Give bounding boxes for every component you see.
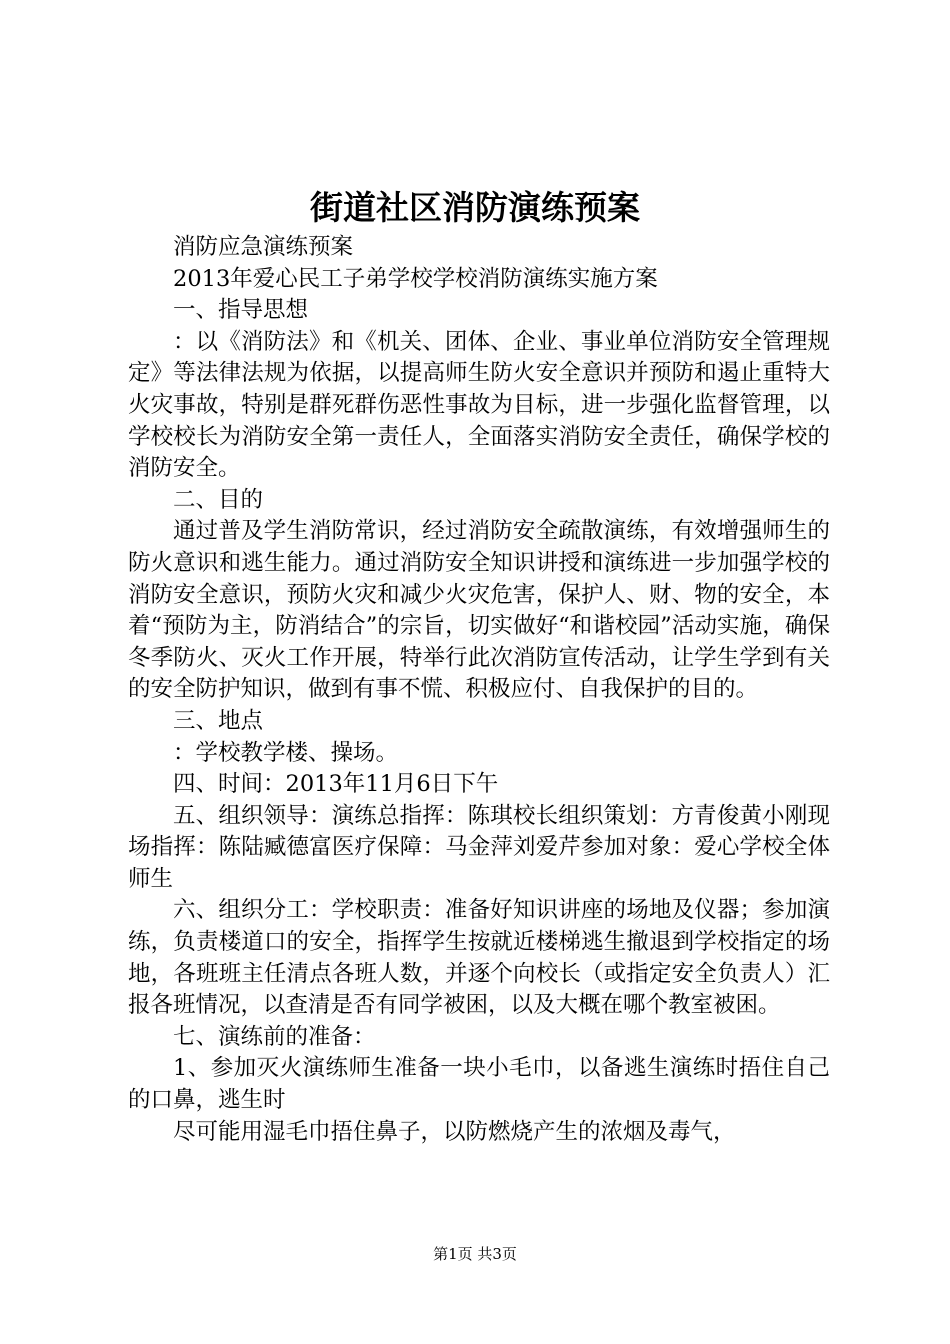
document-body (128, 232, 830, 1148)
heading-purpose: 二、目的 (173, 486, 264, 513)
heading-guiding-ideology: 一、指导思想 (173, 297, 309, 324)
paragraph-purpose: 通过普及学生消防常识，经过消防安全疏散演练，有效增强师生的防火意识和逃生能力。通过消防安全知识讲授和演练进一步加强学校的消防安全意识，预防火灾和减少火灾危害，保护人、财、物的安全，本着“预防为主，防消结合”的宗旨，切实做好“和谐校园”活动实施，确保冬季防火、灭火工作开展，特举行此次消防宣传活动，让学生学到有关的安全防护知识，做到有事不慌、积极应付、自我保护的目的。 (128, 518, 830, 703)
page-number-footer: 第1页 共3页 (433, 1245, 517, 1263)
paragraph-division-of-labor: 六、组织分工：学校职责：准备好知识讲座的场地及仪器；参加演练，负责楼道口的安全，指挥学生按就近楼梯逃生撤退到学校指定的场地，各班班主任清点各班人数，并逐个向校长（或指定安全负责人）汇报各班情况，以查清是否有同学被困，以及大概在哪个教室被困。 (128, 897, 830, 1019)
paragraph-subtitle: 消防应急演练预案 (173, 234, 354, 260)
heading-location: 三、地点 (173, 707, 264, 734)
paragraph-preparation-2: 尽可能用湿毛巾捂住鼻子，以防燃烧产生的浓烟及毒气， (173, 1118, 736, 1145)
paragraph-location: ：学校教学楼、操场。 (173, 739, 399, 766)
paragraph-time: 四、时间：2013年11月6日下午 (173, 771, 499, 798)
paragraph-preparation-1: 1、参加灭火演练师生准备一块小毛巾，以备逃生演练时捂住自己的口鼻，逃生时 (128, 1055, 830, 1114)
paragraph-guiding-ideology: ：以《消防法》和《机关、团体、企业、事业单位消防安全管理规定》等法律法规为依据，以提高师生防火安全意识并预防和遏止重特大火灾事故，特别是群死群伤恶性事故为目标，进一步强化监督管理，以学校校长为消防安全第一责任人，全面落实消防安全责任，确保学校的消防安全。 (128, 328, 830, 482)
paragraph-leadership: 五、组织领导：演练总指挥：陈琪校长组织策划：方青俊黄小刚现场指挥：陈陆臧德富医疗保障：马金萍刘爱芹参加对象：爱心学校全体师生 (128, 802, 830, 892)
heading-preparation: 七、演练前的准备： (173, 1023, 376, 1050)
document-title: 街道社区消防演练预案 (310, 188, 640, 227)
paragraph-plan-name: 2013年爱心民工子弟学校学校消防演练实施方案 (173, 265, 658, 292)
